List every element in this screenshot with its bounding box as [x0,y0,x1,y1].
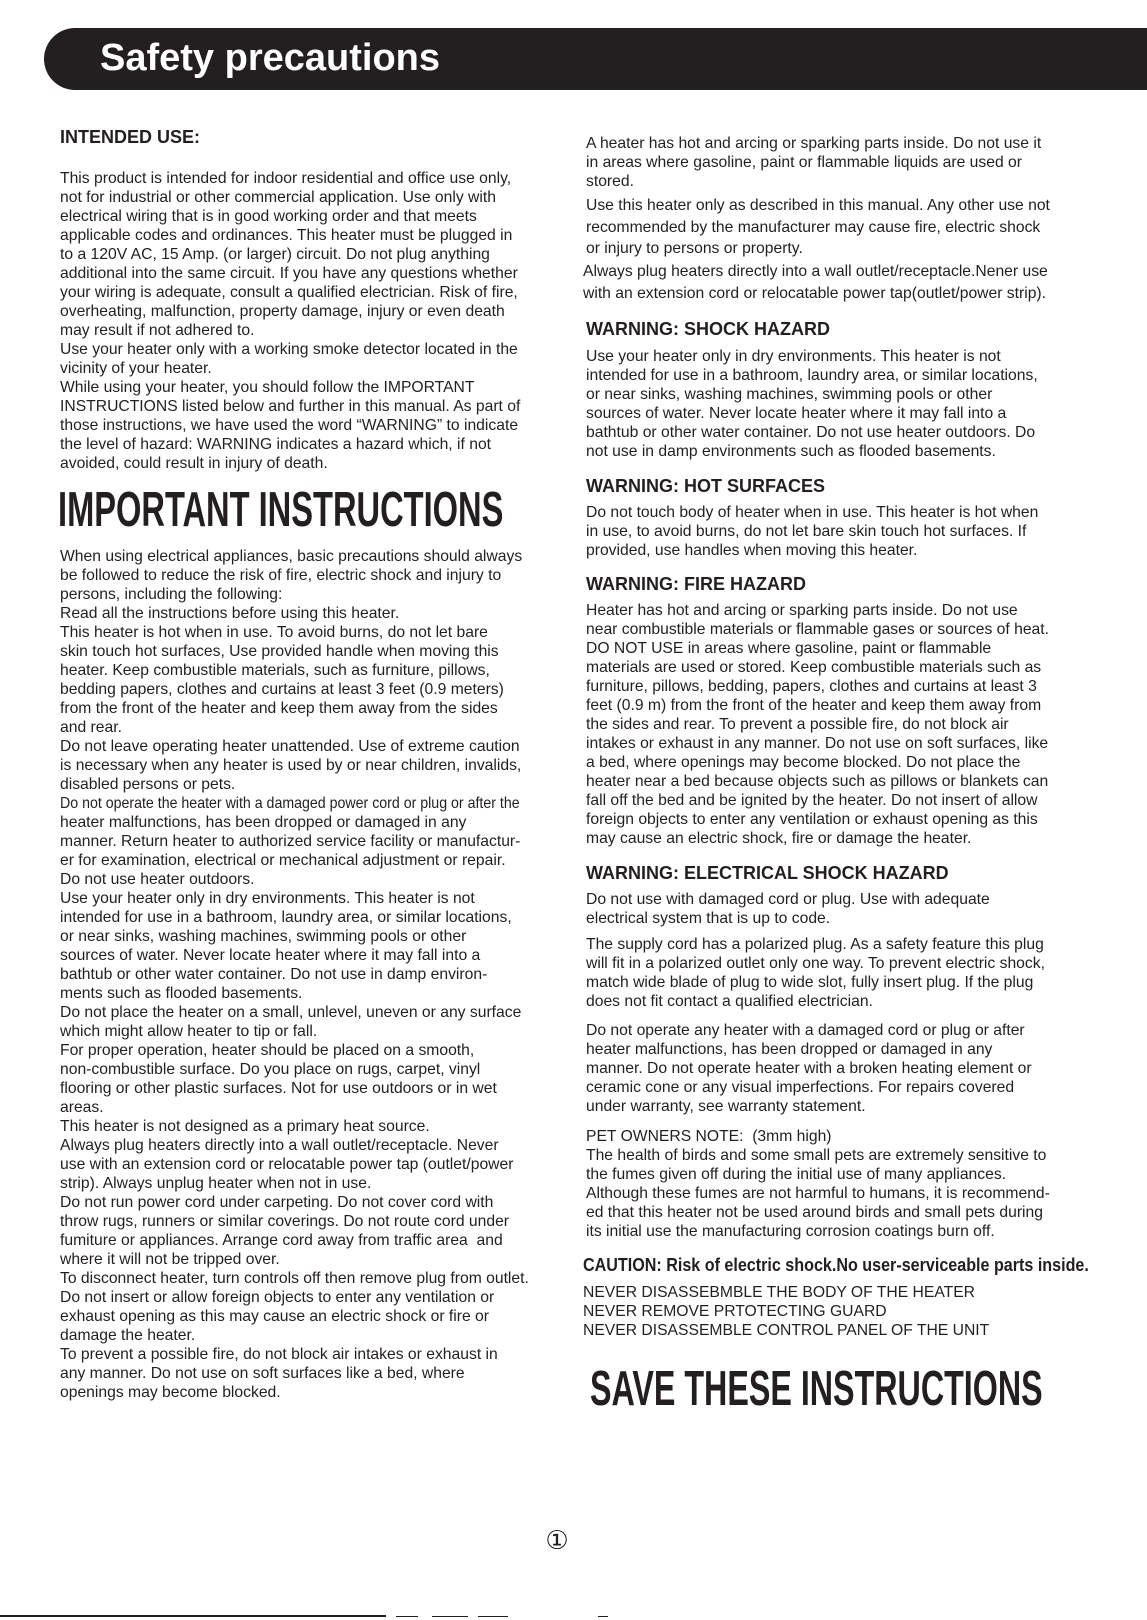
intended-use-heading: INTENDED USE: [60,127,201,147]
hot-surfaces-heading: WARNING: HOT SURFACES [586,476,826,496]
pet-owners-note: PET OWNERS NOTE: (3mm high) The health of birds and some small pets are extremely sensitive to the fumes given off during the initial use of many appliances. Although these fumes are not harmful to humans, it is recommend- ed that this heater not be used around birds and small pets during its initial use the manufacturing corrosion coatings burn off. [586,1127,1050,1240]
page-number: ① [545,1526,569,1556]
footer-rule-dash [478,1616,508,1617]
footer-rule-dash [598,1616,608,1617]
arcing-parts-text: A heater has hot and arcing or sparking parts inside. Do not use it in areas where gasoline, paint or flammable liquids are used or stored. [586,134,1042,190]
important-instructions-condensed-line: Do not operate the heater with a damaged power cord or plug or after the [60,794,520,812]
footer-rule-dash [432,1616,468,1617]
shock-hazard-heading: WARNING: SHOCK HAZARD [586,319,830,339]
hot-surfaces-text: Do not touch body of heater when in use. This heater is hot when in use, to avoid burns, do not let bare skin touch hot surfaces. If provided, use handles when moving this heater. [586,503,1039,559]
important-instructions-text-continued: heater malfunctions, has been dropped or damaged in any manner. Return heater to authorized service facility or manufactur- er for examination, electrical or mechanical adjustment or repair. Do not use heater outdoors. Use your heater only in dry environments. This heater is not intended for use in a bathroom, laundry area, or similar locations, or near sinks, washing machines, swimming pools or other sources of water. Never locate heater where it may fall into a bathtub or other water container. Do not use in damp environ- ments such as flooded basements. Do not place the heater on a small, unlevel, uneven or any surface which might allow heater to tip or fall. For proper operation, heater should be placed on a smooth, non-combustible surface. Do you place on rugs, carpet, vinyl flooring or other plastic surfaces. Not for use outdoors or in wet areas. This heater is not designed as a primary heat source. Always plug heaters directly into a wall outlet/receptacle. Never use with an extension cord or relocatable power tap (outlet/power strip). Always unplug heater when not in use. Do not run power cord under carpeting. Do not cover cord with throw rugs, runners or similar coverings. Do not route cord under fumiture or appliances. Arrange cord away from traffic area and where it will not be tripped over. To disconnect heater, turn controls off then remove plug from outlet. Do not insert or allow foreign objects to enter any ventilation or exhaust opening as this may cause an electric shock or fire or damage the heater. To prevent a possible fire, do not block air intakes or exhaust in any manner. Do not use on soft surfaces like a bed, where openings may become blocked. [60,813,529,1401]
important-instructions-text: When using electrical appliances, basic precautions should always be followed to reduce the risk of fire, electric shock and injury to persons, including the following: Read all the instructions before using this heater. This heater is hot when in use. To avoid burns, do not let bare skin touch hot surfaces, Use provided handle when moving this heater. Keep combustible materials, such as furniture, pillows, bedding papers, clothes and curtains at least 3 feet (0.9 meters) from the front of the heater and keep them away from the sides and rear. Do not leave operating heater unattended. Use of extreme caution is necessary when any heater is used by or near children, invalids, disabled persons or pets. [60,547,523,793]
electrical-shock-heading: WARNING: ELECTRICAL SHOCK HAZARD [586,863,949,883]
shock-hazard-text: Use your heater only in dry environments. This heater is not intended for use in a bathroom, laundry area, or similar locations, or near sinks, washing machines, swimming pools or other sources of water. Never locate heater where it may fall into a bathtub or other water container. Do not use heater outdoors. Do not use in damp environments such as flooded basements. [586,347,1038,460]
repairs-text: Do not operate any heater with a damaged cord or plug or after heater malfunctions, has been dropped or damaged in any manner. Do not operate heater with a broken heating element or ceramic cone or any visual imperfections. For repairs covered under warranty, see warranty statement. [586,1021,1032,1115]
intended-use-text: This product is intended for indoor residential and office use only, not for industrial or other commercial application. Use only with electrical wiring that is in good working order and that meets applicable codes and ordinances. This heater must be plugged in to a 120V AC, 15 Amp. (or larger) circuit. Do not plug anything additional into the same circuit. If you have any questions whether your wiring is adequate, consult a qualified electrician. Risk of fire, overheating, malfunction, property damage, injury or even death may result if not adhered to. Use your heater only with a working smoke detector located in the vicinity of your heater. While using your heater, you should follow the IMPORTANT INSTRUCTIONS listed below and further in this manual. As part of those instructions, we have used the word “WARNING” to indicate the level of hazard: WARNING indicates a hazard which, if not avoided, could result in injury of death. [60,169,521,472]
fire-hazard-heading: WARNING: FIRE HAZARD [586,574,806,594]
header-banner [44,28,1147,90]
intended-usage-text: Use this heater only as described in this manual. Any other use not recommended by the manufacturer may cause fire, electric shock or injury to persons or property. [586,197,1050,257]
caution-line: CAUTION: Risk of electric shock.No user-serviceable parts inside. [583,1255,1089,1275]
footer-rule-dash [396,1616,418,1617]
save-instructions-heading: SAVE THESE INSTRUCTIONS [590,1362,1043,1416]
fire-hazard-text: Heater has hot and arcing or sparking parts inside. Do not use near combustible materials or flammable gases or sources of heat. DO NOT USE in areas where gasoline, paint or flammable materials are used or stored. Keep combustible materials such as furniture, pillows, bedding, papers, clothes and curtains at least 3 feet (0.9 m) from the front of the heater and keep them away from the sides and rear. To prevent a possible fire, do not block air intakes or exhaust in any manner. Do not use on soft surfaces, like a bed, where openings may become blocked. Do not place the heater near a bed because objects such as pillows or blankets can fall off the bed and be ignited by the heater. Do not insert of allow foreign objects to enter any ventilation or exhaust opening as this may cause an electric shock, fire or damage the heater. [586,601,1049,847]
page-title: Safety precautions [100,36,440,79]
damaged-cord-text: Do not use with damaged cord or plug. Use with adequate electrical system that is up to code. [586,890,990,927]
never-list: NEVER DISASSEBMBLE THE BODY OF THE HEATER NEVER REMOVE PRTOTECTING GUARD NEVER DISASSEMBLE CONTROL PANEL OF THE UNIT [583,1283,990,1339]
polarized-plug-text: The supply cord has a polarized plug. As a safety feature this plug will fit in a polarized outlet only one way. To prevent electric shock, match wide blade of plug to wide slot, fully insert plug. If the plug does not fit contact a qualified electrician. [586,935,1045,1010]
wall-outlet-text: Always plug heaters directly into a wall outlet/receptacle.Nener use with an extension cord or relocatable power tap(outlet/power strip). [583,263,1048,302]
footer-rule [0,1615,386,1617]
important-instructions-heading: IMPORTANT INSTRUCTIONS [58,483,504,537]
